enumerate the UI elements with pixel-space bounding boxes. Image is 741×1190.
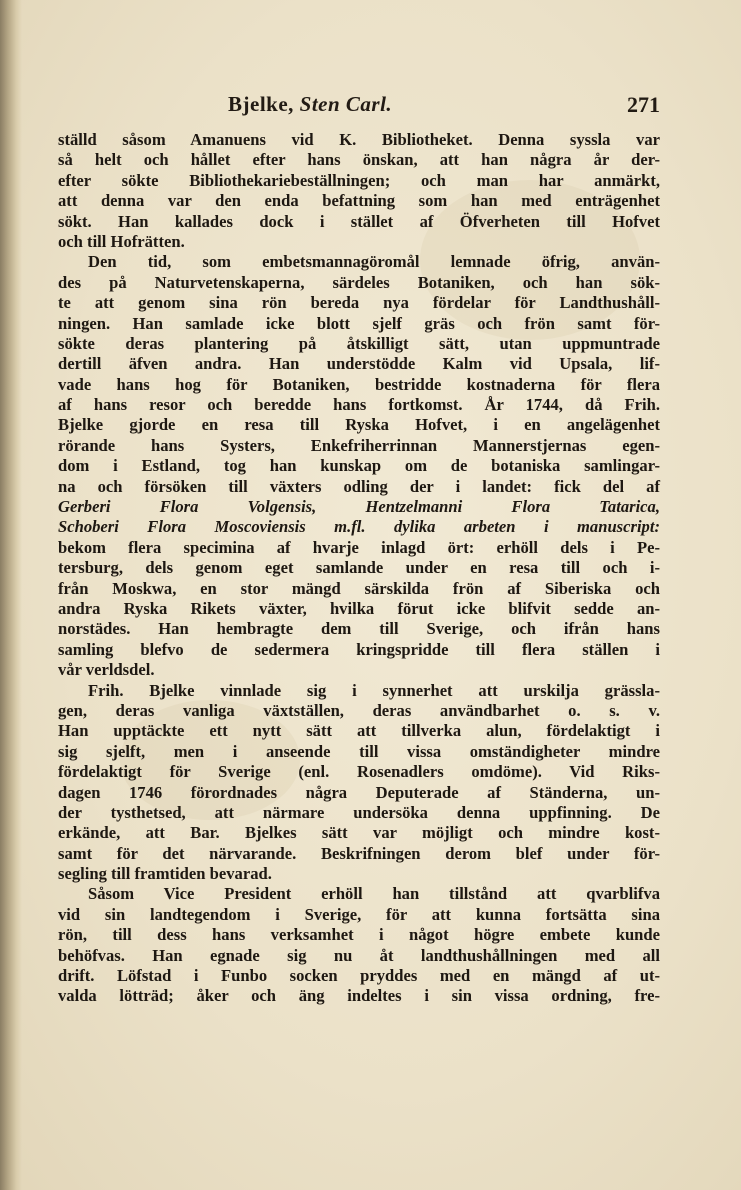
text-line: rörande hans Systers, Enkefriherrinnan Mannerstjernas egen-: [58, 435, 660, 455]
text-line: sökte deras plantering på åtskilligt sätt, utan uppmuntrade: [58, 333, 660, 353]
running-head-prefix: Bjelke,: [228, 92, 300, 116]
text-line: andra Ryska Rikets växter, hvilka förut icke blifvit sedde an-: [58, 598, 660, 618]
page-header: [60, 92, 660, 122]
text-line: dagen 1746 förordnades några Deputerade af Ständerna, un-: [58, 782, 660, 802]
text-line: erkände, att Bar. Bjelkes sätt var möjligt och mindre kost-: [58, 823, 660, 843]
text-line: samt för det närvarande. Beskrifningen derom blef under för-: [58, 843, 660, 863]
text-line: Frih. Bjelke vinnlade sig i synnerhet att urskilja grässla-: [88, 680, 660, 700]
text-line: och till Hofrätten.: [58, 231, 185, 251]
text-line: drift. Löfstad i Funbo socken pryddes med en mängd af ut-: [58, 966, 660, 986]
text-line: fördelaktigt för Sverige (enl. Rosenadlers omdöme). Vid Riks-: [58, 762, 660, 782]
text-line: ningen. Han samlade icke blott sjelf gräs och frön samt för-: [58, 313, 660, 333]
text-line: efter sökte Bibliothekariebeställningen; och man har anmärkt,: [58, 170, 660, 190]
text-line: Den tid, som embetsmannagöromål lemnade öfrig, använ-: [88, 252, 660, 272]
text-line: bekom flera specimina af hvarje inlagd ört: erhöll dels i Pe-: [58, 537, 660, 557]
text-line: rön, till dess hans verksamhet i något högre embete kunde: [58, 925, 660, 945]
running-head-name: Sten Carl.: [299, 92, 393, 116]
text-line: vade hans hog för Botaniken, bestridde kostnaderna för flera: [58, 374, 660, 394]
text-line: valda lötträd; åker och äng indeltes i sin vissa ordning, fre-: [58, 986, 660, 1006]
text-line: te att genom sina rön bereda nya fördelar för Landthushåll-: [58, 293, 660, 313]
text-line: Bjelke gjorde en resa till Ryska Hofvet, i en angelägenhet: [58, 415, 660, 435]
text-line: så helt och hållet efter hans önskan, att han några år der-: [58, 150, 660, 170]
text-line: segling till framtiden bevarad.: [58, 864, 272, 884]
page-gutter-shadow: [0, 0, 22, 1190]
text-line: vår verldsdel.: [58, 660, 155, 680]
text-line: att denna var den enda befattning som han med enträgenhet: [58, 191, 660, 211]
text-line: dom i Estland, tog han kunskap om de botaniska samlingar-: [58, 456, 660, 476]
text-line: vid sin landtegendom i Sverige, för att kunna fortsätta sina: [58, 904, 660, 924]
text-line: Schoberi Flora Moscoviensis m.fl. dylika arbeten i manuscript:: [58, 517, 660, 537]
text-line: dertill äfven andra. Han understödde Kalm vid Upsala, lif-: [58, 354, 660, 374]
text-line: der tysthetsed, att närmare undersöka denna uppfinning. De: [58, 802, 660, 822]
text-line: ställd såsom Amanuens vid K. Bibliotheket. Denna syssla var: [58, 130, 660, 149]
text-line: Såsom Vice President erhöll han tillstånd att qvarblifva: [88, 884, 660, 904]
running-head: [228, 92, 392, 117]
text-line: norstädes. Han hembragte dem till Sverige, och ifrån hans: [58, 619, 660, 639]
text-line: samling blefvo de sedermera kringspridde till flera ställen i: [58, 639, 660, 659]
text-line: sökt. Han kallades dock i stället af Öfverheten till Hofvet: [58, 211, 660, 231]
page-number: 271: [627, 92, 660, 117]
text-line: Gerberi Flora Volgensis, Hentzelmanni Flora Tatarica,: [58, 497, 660, 517]
text-line: Han upptäckte ett nytt sätt att tillverka alun, fördelaktigt i: [58, 721, 660, 741]
text-line: behöfvas. Han egnade sig nu åt landthushållningen med all: [58, 945, 660, 965]
text-line: na och försöken till växters odling der i landet: fick del af: [58, 476, 660, 496]
text-line: sig sjelft, men i anseende till vissa omständigheter mindre: [58, 741, 660, 761]
text-line: gen, deras vanliga växtställen, deras användbarhet o. s. v.: [58, 700, 660, 720]
text-line: af hans resor och beredde hans fortkomst. År 1744, då Frih.: [58, 395, 660, 415]
body-text: [58, 130, 660, 1007]
text-line: från Moskwa, en stor mängd särskilda frön af Siberiska och: [58, 578, 660, 598]
text-line: tersburg, dels genom eget samlande under en resa till och i-: [58, 558, 660, 578]
text-line: des på Naturvetenskaperna, särdeles Botaniken, och han sök-: [58, 272, 660, 292]
